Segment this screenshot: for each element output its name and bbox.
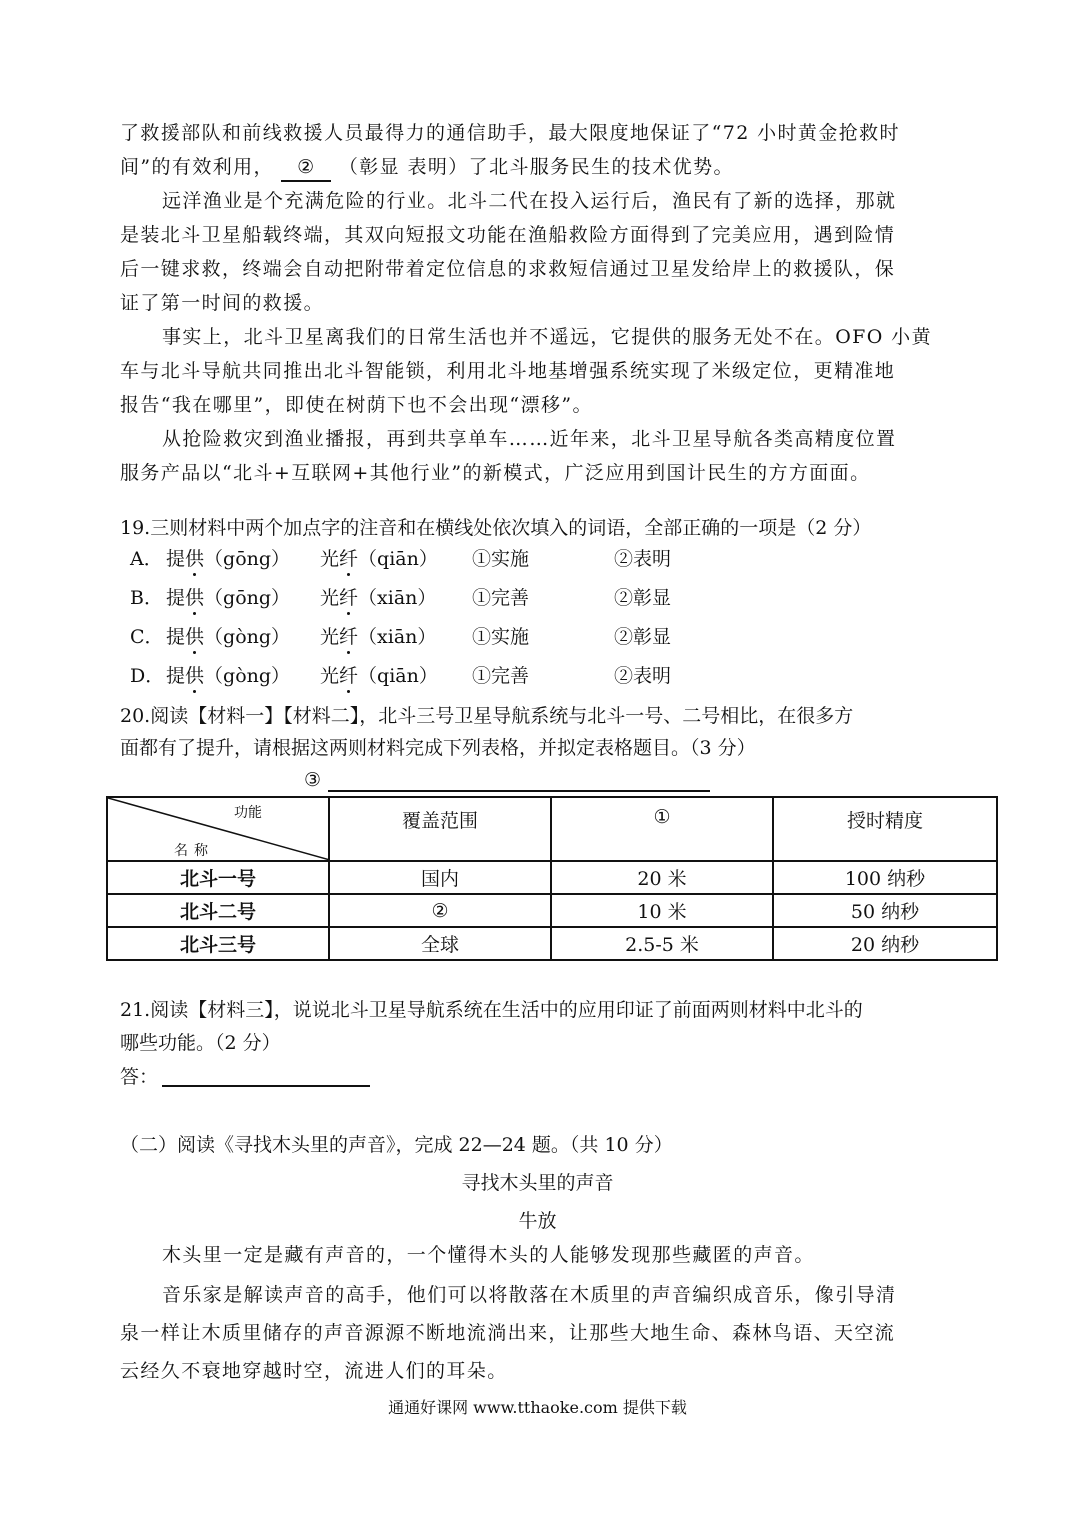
table-corner-cell xyxy=(107,797,329,861)
option-choice1: ①实施 xyxy=(472,548,530,570)
fill-blank-2[interactable]: ② xyxy=(281,154,331,182)
option-choice1: ①实施 xyxy=(472,626,530,648)
answer-blank[interactable] xyxy=(162,1085,370,1087)
paragraph-rescue-line2-post: （彰显 表明）了北斗服务民生的技术优势。 xyxy=(338,156,734,178)
article-paragraph-2-line2: 泉一样让木质里储存的声音源源不断地流淌出来，让那些大地生命、森林鸟语、天空流 xyxy=(120,1322,896,1344)
corner-label-name: 名称 xyxy=(174,843,214,859)
cell-coverage: 国内 xyxy=(329,861,551,894)
option-choice1: ①完善 xyxy=(472,665,530,687)
option-word2: 光纤（qiān） xyxy=(320,665,438,687)
paragraph-apps-line1: 从抢险救灾到渔业播报，再到共享单车……近年来，北斗卫星导航各类高精度位置 xyxy=(162,428,897,450)
paragraph-daily-line1: 事实上，北斗卫星离我们的日常生活也并不遥远，它提供的服务无处不在。OFO 小黄 xyxy=(162,326,932,348)
paragraph-fishing-line1: 远洋渔业是个充满危险的行业。北斗二代在投入运行后，渔民有了新的选择，那就 xyxy=(162,190,897,212)
page-footer: 通通好课网 www.tthaoke.com 提供下载 xyxy=(388,1398,687,1417)
row-name: 北斗二号 xyxy=(107,894,329,927)
paragraph-apps-line2: 服务产品以“北斗+互联网+其他行业”的新模式，广泛应用到国计民生的方方面面。 xyxy=(120,462,871,484)
table-row xyxy=(107,861,997,894)
paragraph-rescue-line2 xyxy=(120,150,960,184)
article-author: 牛放 xyxy=(518,1210,557,1232)
paragraph-fishing-line3: 后一键求救，终端会自动把附带着定位信息的求救短信通过卫星发给岸上的救援队，保 xyxy=(120,258,896,280)
article-title: 寻找木头里的声音 xyxy=(461,1172,614,1194)
option-letter: D． xyxy=(130,665,165,687)
option-choice2: ②表明 xyxy=(614,665,672,687)
article-paragraph-2-line3: 云经久不衰地穿越时空，流进人们的耳朵。 xyxy=(120,1360,508,1382)
option-letter: A． xyxy=(130,548,163,570)
question-21-stem-line2: 哪些功能。（2 分） xyxy=(120,1032,281,1054)
article-paragraph-1: 木头里一定是藏有声音的，一个懂得木头的人能够发现那些藏匿的声音。 xyxy=(162,1244,815,1266)
row-name: 北斗一号 xyxy=(107,861,329,894)
option-word2: 光纤（xiān） xyxy=(320,587,437,609)
row-name: 北斗三号 xyxy=(107,927,329,960)
cell-positioning: 20 米 xyxy=(551,861,773,894)
header-blank-1[interactable]: ① xyxy=(551,797,773,861)
paragraph-fishing-line2: 是装北斗卫星船载终端，其双向短报文功能在渔船救险方面得到了完美应用，遇到险情 xyxy=(120,224,896,246)
header-timing-accuracy: 授时精度 xyxy=(773,797,997,861)
question-20-stem-line2: 面都有了提升，请根据这两则材料完成下列表格，并拟定表格题目。（3 分） xyxy=(120,737,756,759)
table-title-blank-marker: ③ xyxy=(304,769,322,791)
header-coverage: 覆盖范围 xyxy=(329,797,551,861)
option-choice1: ①完善 xyxy=(472,587,530,609)
corner-label-function: 功能 xyxy=(234,805,262,821)
option-choice2: ②彰显 xyxy=(614,626,672,648)
question-19-stem: 19.三则材料中两个加点字的注音和在横线处依次填入的词语，全部正确的一项是（2 分） xyxy=(120,517,872,539)
option-word1: 提供（gōng） xyxy=(166,548,291,570)
cell-positioning: 10 米 xyxy=(551,894,773,927)
cell-timing: 50 纳秒 xyxy=(773,894,997,927)
paragraph-daily-line2: 车与北斗导航共同推出北斗智能锁，利用北斗地基增强系统实现了米级定位，更精准地 xyxy=(120,360,896,382)
cell-timing: 20 纳秒 xyxy=(773,927,997,960)
table-row xyxy=(107,927,997,960)
diagonal-line xyxy=(108,798,330,860)
option-letter: C． xyxy=(130,626,164,648)
cell-timing: 100 纳秒 xyxy=(773,861,997,894)
answer-label: 答： xyxy=(120,1066,159,1088)
table-row xyxy=(107,894,997,927)
option-letter: B． xyxy=(130,587,163,609)
paragraph-rescue-line2-pre: 间”的有效利用， xyxy=(120,156,274,178)
table-title-blank[interactable] xyxy=(328,790,710,792)
question-20-stem-line1: 20.阅读【材料一】【材料二】，北斗三号卫星导航系统与北斗一号、二号相比，在很多方 xyxy=(120,705,854,727)
option-word1: 提供（gōng） xyxy=(166,587,291,609)
cell-coverage: 全球 xyxy=(329,927,551,960)
cell-coverage-blank-2[interactable]: ② xyxy=(329,894,551,927)
option-word2: 光纤（qiān） xyxy=(320,548,438,570)
beidou-comparison-table xyxy=(106,796,998,961)
cell-positioning: 2.5-5 米 xyxy=(551,927,773,960)
paragraph-daily-line3: 报告“我在哪里”，即使在树荫下也不会出现“漂移”。 xyxy=(120,394,593,416)
option-choice2: ②表明 xyxy=(614,548,672,570)
option-word2: 光纤（xiān） xyxy=(320,626,437,648)
article-paragraph-2-line1: 音乐家是解读声音的高手，他们可以将散落在木质里的声音编织成音乐，像引导清 xyxy=(162,1284,897,1306)
question-21-stem-line1: 21.阅读【材料三】，说说北斗卫星导航系统在生活中的应用印证了前面两则材料中北斗的 xyxy=(120,999,863,1021)
option-word1: 提供（gòng） xyxy=(166,626,291,648)
paragraph-fishing-line4: 证了第一时间的救援。 xyxy=(120,292,325,314)
option-choice2: ②彰显 xyxy=(614,587,672,609)
option-word1: 提供（gòng） xyxy=(166,665,291,687)
section-2-heading: （二）阅读《寻找木头里的声音》，完成 22—24 题。（共 10 分） xyxy=(120,1134,673,1156)
table-header-row xyxy=(107,797,997,861)
paragraph-rescue-line1: 了救援部队和前线救援人员最得力的通信助手，最大限度地保证了“72 小时黄金抢救时 xyxy=(120,122,900,144)
